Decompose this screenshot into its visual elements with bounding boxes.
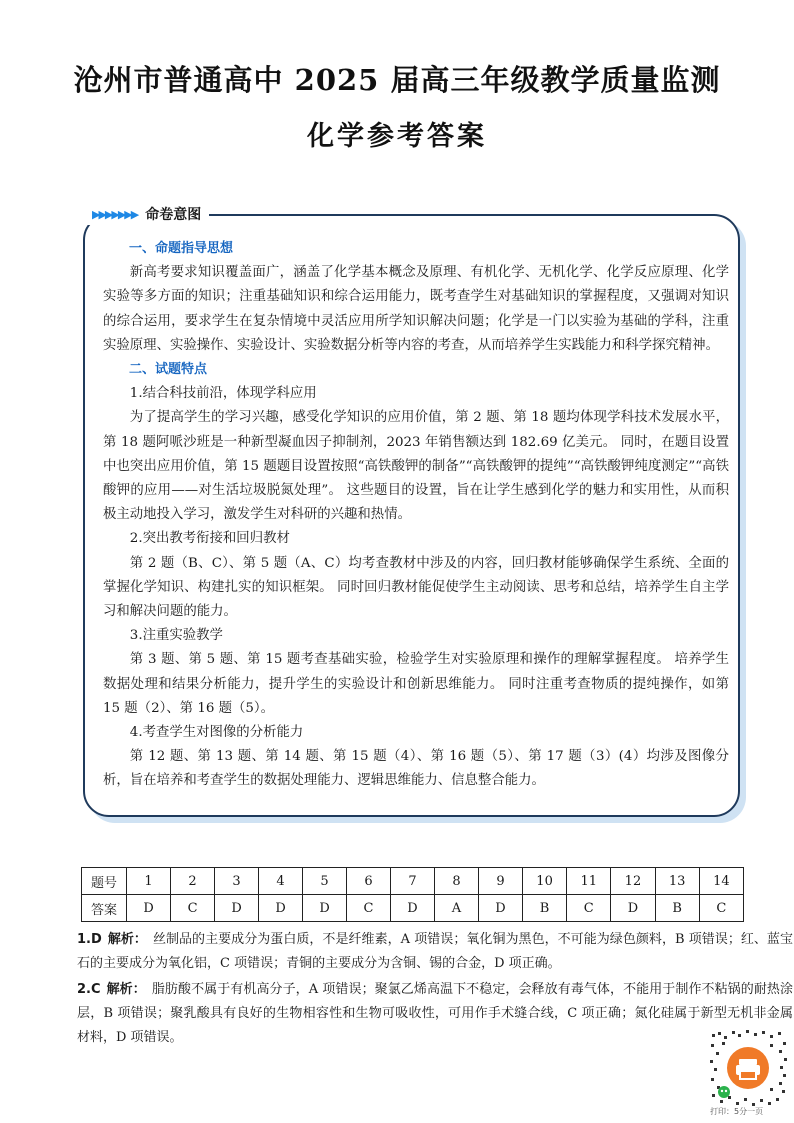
document-subtitle: 化学参考答案: [307, 121, 487, 152]
intent-header: [86, 203, 209, 225]
explanation-keyword: 解析：: [107, 932, 147, 947]
section-heading: 一、命题指导思想: [129, 241, 234, 256]
question-number: 10: [522, 868, 566, 895]
row-label: 题号: [82, 868, 127, 895]
answer-cell: C: [171, 895, 215, 922]
question-number: 13: [655, 868, 699, 895]
answer-cell: B: [522, 895, 566, 922]
question-number: 11: [567, 868, 611, 895]
question-number: 6: [347, 868, 391, 895]
explanation-text: 脂肪酸不属于有机高分子，A 项错误；聚氯乙烯高温下不稳定，会释放有毒气体，不能用于制作不粘锅的耐热涂层，B 项错误；聚乳酸具有良好的生物相容性和生物可吸收性，可用作手术缝合线，C 项正确；氮化硅属于新型无机非金属材料，D 项错误。: [77, 982, 793, 1045]
answer-cell: D: [391, 895, 435, 922]
point-paragraph: 为了提高学生的学习兴趣，感受化学知识的应用价值，第 2 题、第 18 题均体现学科技术发展水平，第 18 题阿哌沙班是一种新型凝血因子抑制剂，2023 年销售额达到 182.69 亿美元。 同时，在题目设置中也突出应用价值，第 15 题题目设置按照“高铁酸钾的制备”“高铁酸钾的提纯”“高铁酸钾纯度测定”“高铁酸钾的应用——对生活垃圾脱氮处理”。 这些题目的设置，旨在让学生感到化学的魅力和实用性，从而积极主动地投入学习，激发学生对科研的兴趣和热情。: [103, 410, 729, 523]
point-title: 4.考查学生对图像的分析能力: [129, 725, 304, 741]
answer-cell: D: [478, 895, 522, 922]
explanation-keyword: 解析：: [106, 982, 146, 997]
question-number: 2: [171, 868, 215, 895]
point-title: 1.结合科技前沿，体现学科应用: [129, 386, 317, 402]
explanation-item: [77, 928, 793, 976]
question-number: 3: [215, 868, 259, 895]
answer-cell: D: [215, 895, 259, 922]
intent-content: [103, 237, 729, 794]
question-number: 4: [259, 868, 303, 895]
row-label: 答案: [82, 895, 127, 922]
answer-cell: C: [699, 895, 743, 922]
answer-cell: D: [303, 895, 347, 922]
question-number: 14: [699, 868, 743, 895]
point-paragraph: 第 3 题、第 5 题、第 15 题考查基础实验，检验学生对实验原理和操作的理解掌握程度。 培养学生数据处理和结果分析能力，提升学生的实验设计和创新思维能力。 同时注重考查物质的提纯操作，如第 15 题（2）、第 16 题（5）。: [103, 652, 729, 716]
answer-cell: B: [655, 895, 699, 922]
intent-header-title: 命卷意图: [145, 207, 202, 223]
section-heading: 二、试题特点: [129, 362, 208, 378]
question-number: 9: [478, 868, 522, 895]
answer-cell: C: [567, 895, 611, 922]
print-qr-icon[interactable]: [708, 1028, 788, 1108]
answer-cell: D: [611, 895, 655, 922]
explanation-item: [77, 978, 793, 1050]
stamp-caption: 打印：5分一页: [710, 1107, 764, 1116]
table-row: [82, 895, 744, 922]
question-number: 12: [611, 868, 655, 895]
document-title: 沧州市普通高中 2025 届高三年级教学质量监测: [73, 63, 721, 97]
point-paragraph: 第 2 题（B、C）、第 5 题（A、C）均考查教材中涉及的内容，回归教材能够确保学生系统、全面的掌握化学知识、构建扎实的知识框架。 同时回归教材能促使学生主动阅读、思考和总结，培养学生自主学习和解决问题的能力。: [103, 555, 729, 620]
point-title: 3.注重实验教学: [129, 628, 223, 644]
point-title: 2.突出教考衔接和回归教材: [129, 531, 290, 547]
question-number: 1: [127, 868, 171, 895]
explanation-number: 1.D: [77, 932, 102, 947]
answer-cell: D: [259, 895, 303, 922]
question-number: 7: [391, 868, 435, 895]
explanation-number: 2.C: [77, 982, 101, 997]
question-number: 8: [435, 868, 479, 895]
question-number: 5: [303, 868, 347, 895]
answer-table: [81, 867, 744, 922]
point-paragraph: 第 12 题、第 13 题、第 14 题、第 15 题（4）、第 16 题（5）、第 17 题（3）(4）均涉及图像分析，旨在培养和考查学生的数据处理能力、逻辑思维能力、信息整合能力。: [103, 749, 729, 789]
answer-cell: D: [127, 895, 171, 922]
blue-arrows-icon: ▶▶▶▶▶▶▶: [92, 207, 138, 221]
explanations: [77, 928, 793, 1052]
explanation-text: 丝制品的主要成分为蛋白质，不是纤维素，A 项错误；氧化铜为黑色，不可能为绿色颜料，B 项错误；红、蓝宝石的主要成分为氧化铝，C 项错误；青铜的主要成分为含铜、锡的合金，D 项正确。: [77, 932, 793, 971]
answer-cell: A: [435, 895, 479, 922]
table-row: [82, 868, 744, 895]
section-paragraph: 新高考要求知识覆盖面广，涵盖了化学基本概念及原理、有机化学、无机化学、化学反应原理、化学实验等多方面的知识；注重基础知识和综合运用能力，既考查学生对基础知识的掌握程度，又强调对知识的综合运用，要求学生在复杂情境中灵活应用所学知识解决问题；化学是一门以实验为基础的学科，注重实验原理、实验操作、实验设计、实验数据分析等内容的考查，从而培养学生实践能力和科学探究精神。: [103, 265, 729, 353]
answer-cell: C: [347, 895, 391, 922]
